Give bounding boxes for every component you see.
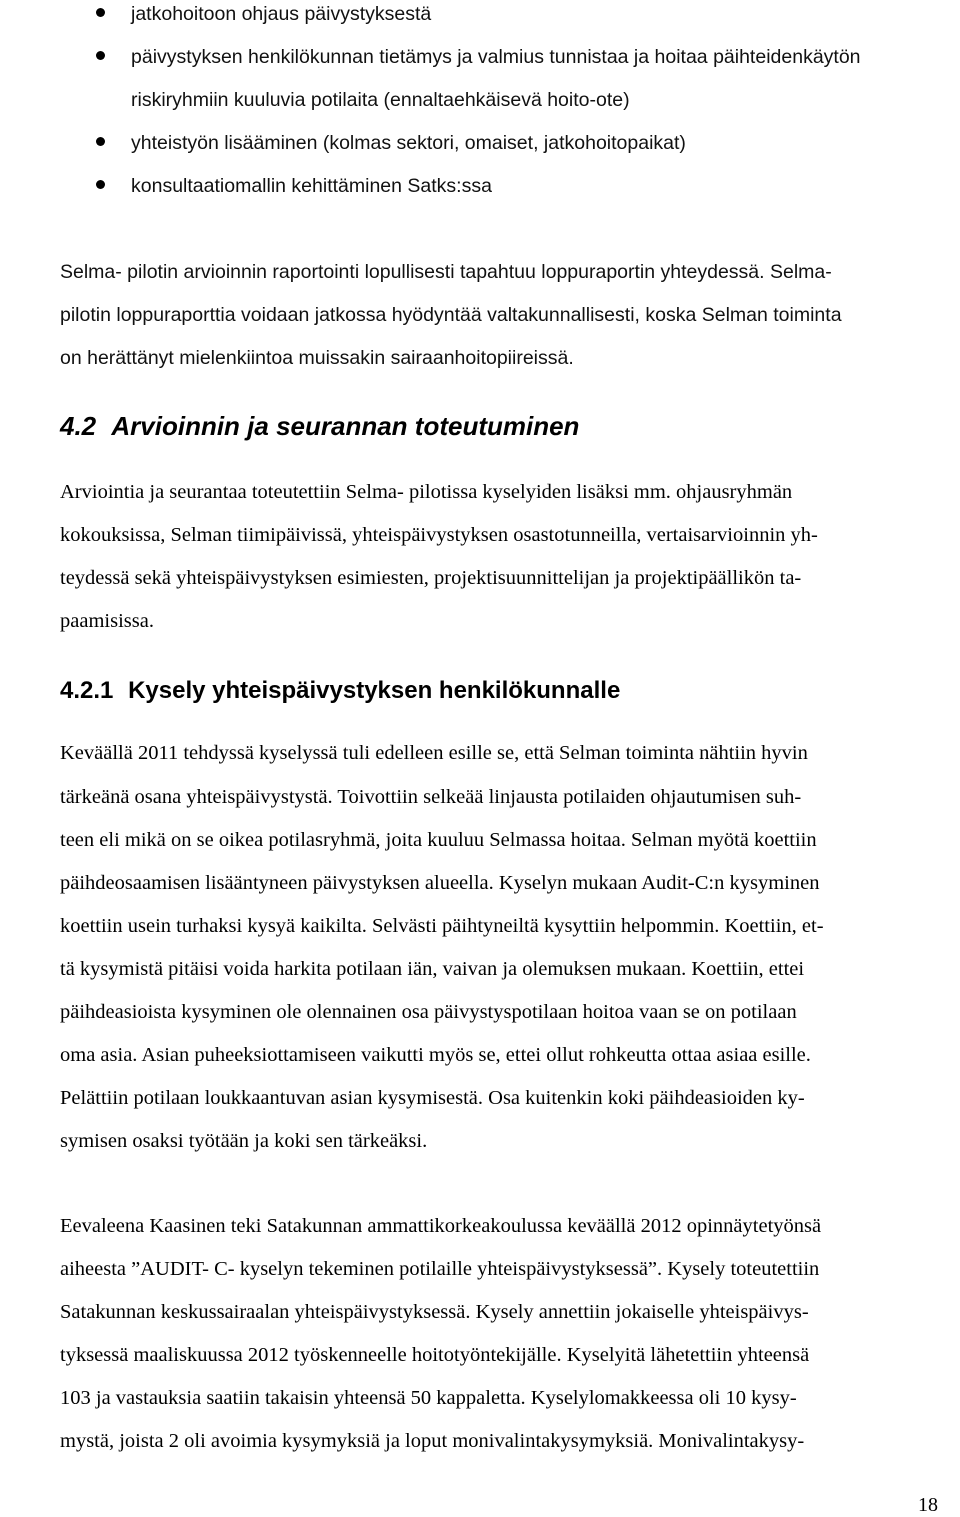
paragraph-line: Satakunnan keskussairaalan yhteispäivystyksessä. Kysely annettiin jokaiselle yhteispäivys- [60,1301,809,1323]
paragraph-line: aiheesta ”AUDIT- C- kyselyn tekeminen potilaille yhteispäivystyksessä”. Kysely toteutettiin [60,1258,820,1280]
section-heading [60,410,579,442]
paragraph-line: symisen osaksi työtään ja koki sen tärkeäksi. [60,1130,428,1152]
bullet-item: päivystyksen henkilökunnan tietämys ja valmius tunnistaa ja hoitaa päihteidenkäytön [131,46,861,68]
paragraph-line: tärkeänä osana yhteispäivystystä. Toivottiin selkeää linjausta potilaiden ohjautumisen suh- [60,786,802,808]
subsection-title: Kysely yhteispäivystyksen henkilökunnalle [128,677,621,704]
paragraph-line: Pelättiin potilaan loukkaantuvan asian kysymisestä. Osa kuitenkin koki päihdeasioiden ky- [60,1087,805,1109]
paragraph-line: Keväällä 2011 tehdyssä kyselyssä tuli edelleen esille se, että Selman toiminta nähtiin hyvin [60,742,808,764]
bullet-icon [96,137,105,146]
bullet-icon [96,180,105,189]
bullet-item-continuation: riskiryhmiin kuuluvia potilaita (ennaltaehkäisevä hoito-ote) [131,89,630,111]
paragraph-line: pilotin loppuraporttia voidaan jatkossa hyödyntää valtakunnallisesti, koska Selman toiminta [60,304,842,326]
paragraph-line: 103 ja vastauksia saatiin takaisin yhteensä 50 kappaletta. Kyselylomakkeessa oli 10 kysy- [60,1387,797,1409]
paragraph-line: päihdeasioista kysyminen ole olennainen osa päivystyspotilaan hoitoa vaan se on potilaan [60,1001,797,1023]
bullet-icon [96,8,105,17]
section-title: Arvioinnin ja seurannan toteutuminen [111,411,580,441]
paragraph-line: päihdeosaamisen lisääntyneen päivystyksen alueella. Kyselyn mukaan Audit-C:n kysyminen [60,872,820,894]
paragraph-line: teydessä sekä yhteispäivystyksen esimiesten, projektisuunnittelijan ja projektipäällikön ta- [60,567,802,589]
subsection-heading [60,676,620,706]
section-number: 4.2 [60,411,97,441]
paragraph-line: Arviointia ja seurantaa toteutettiin Selma- pilotissa kyselyiden lisäksi mm. ohjausryhmän [60,481,793,503]
paragraph-line: oma asia. Asian puheeksiottamiseen vaikutti myös se, ettei ollut rohkeutta ottaa asiaa esille. [60,1044,811,1066]
paragraph-line: Selma- pilotin arvioinnin raportointi lopullisesti tapahtuu loppuraportin yhteydessä. Selma- [60,261,832,283]
paragraph-line: teen eli mikä on se oikea potilasryhmä, joita kuuluu Selmassa hoitaa. Selman myötä koettiin [60,829,817,851]
bullet-icon [96,51,105,60]
paragraph-line: tä kysymistä pitäisi voida harkita potilaan iän, vaivan ja olemuksen mukaan. Koettiin, ettei [60,958,805,980]
page-number: 18 [918,1494,938,1516]
bullet-item: konsultaatiomallin kehittäminen Satks:ssa [131,175,492,197]
paragraph-line: paamisissa. [60,610,154,632]
subsection-number: 4.2.1 [60,677,114,704]
paragraph-line: Eevaleena Kaasinen teki Satakunnan ammattikorkeakoulussa keväällä 2012 opinnäytetyönsä [60,1215,822,1237]
bullet-item: jatkohoitoon ohjaus päivystyksestä [131,3,432,25]
paragraph-line: mystä, joista 2 oli avoimia kysymyksiä ja loput monivalintakysymyksiä. Monivalintakysy- [60,1430,805,1452]
paragraph-line: koettiin usein turhaksi kysyä kaikilta. Selvästi päihtyneiltä kysyttiin helpommin. Koettiin, et- [60,915,824,937]
paragraph-line: on herättänyt mielenkiintoa muissakin sairaanhoitopiireissä. [60,347,574,369]
paragraph-line: kokouksissa, Selman tiimipäivissä, yhteispäivystyksen osastotunneilla, vertaisarvioinnin yh- [60,524,818,546]
bullet-item: yhteistyön lisääminen (kolmas sektori, omaiset, jatkohoitopaikat) [131,132,686,154]
paragraph-line: tyksessä maaliskuussa 2012 työskenneelle hoitotyöntekijälle. Kyselyitä lähetettiin yhteensä [60,1344,810,1366]
